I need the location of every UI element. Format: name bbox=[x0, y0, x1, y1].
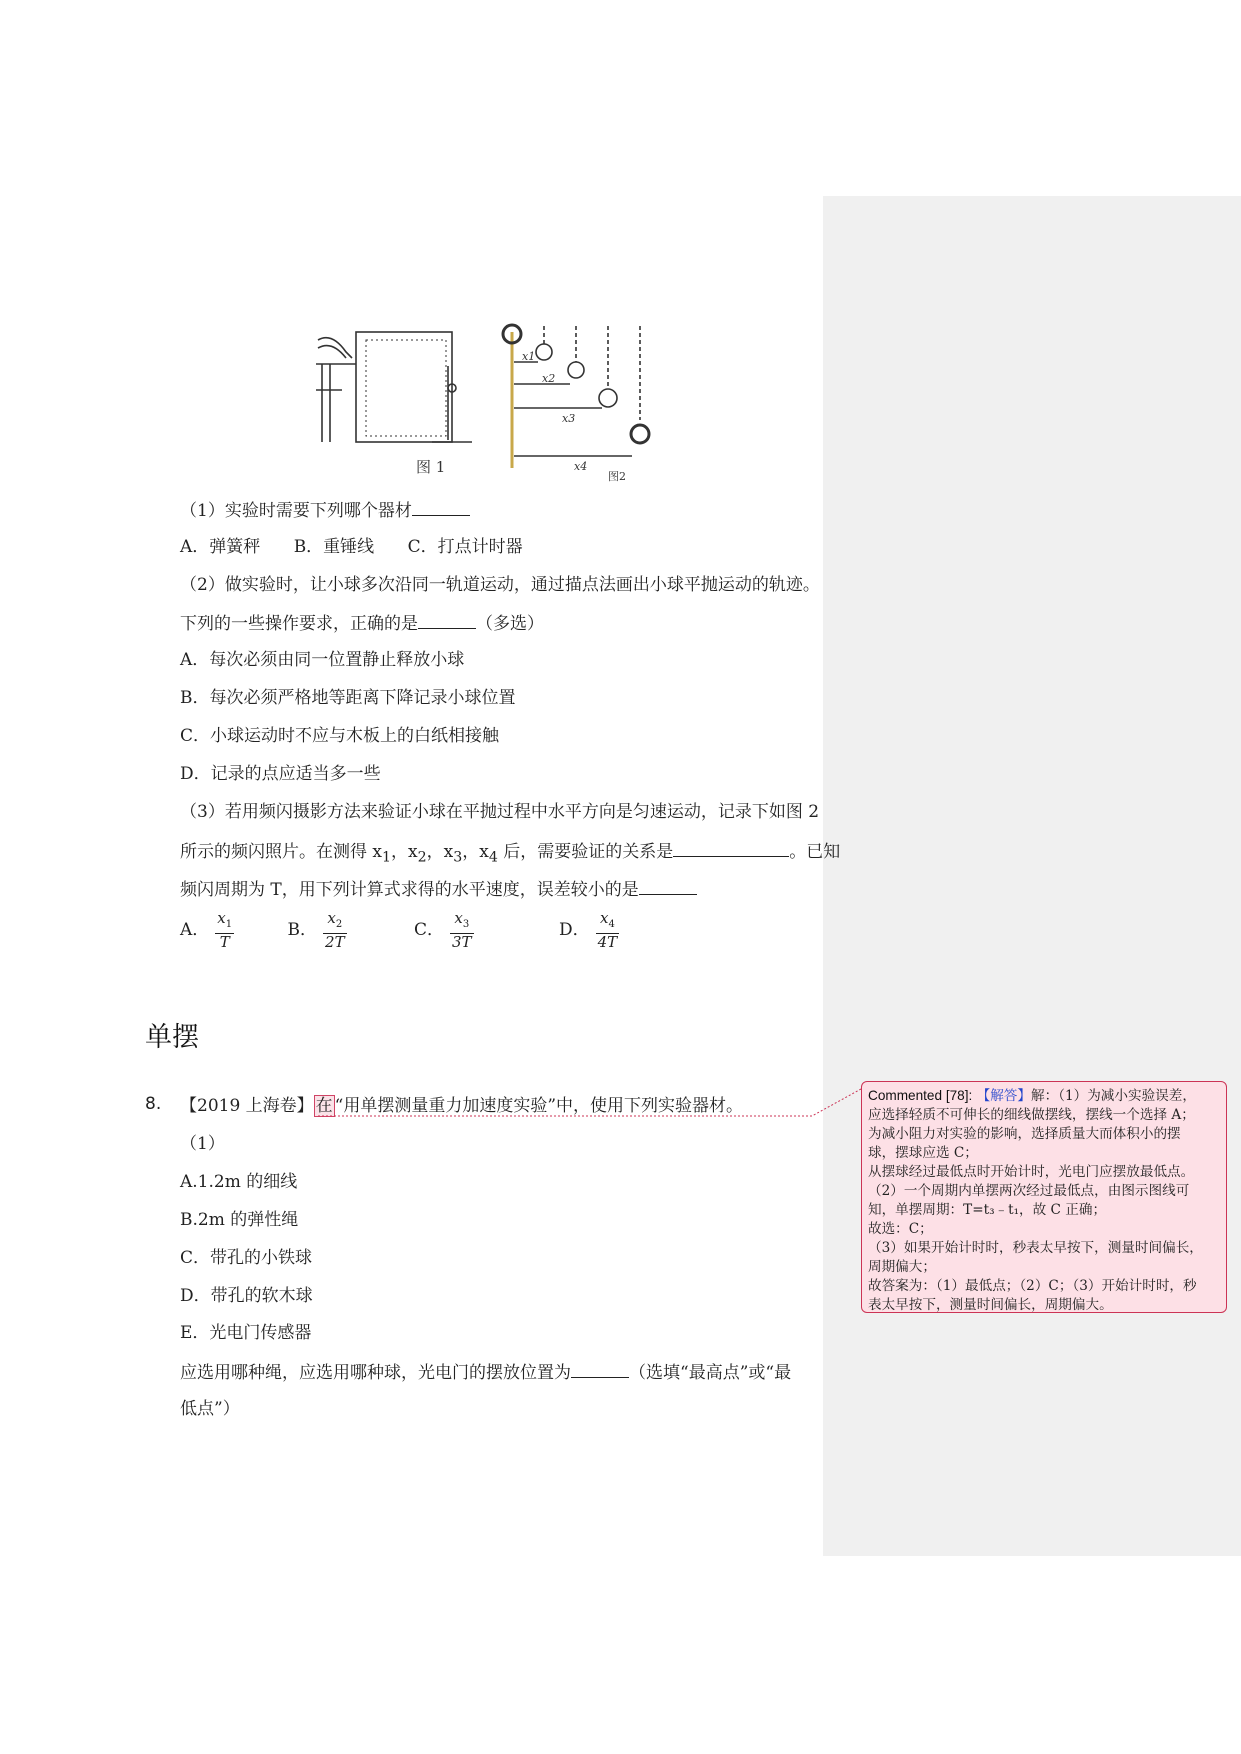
option-c: C． $\frac{x_3}{3T}$ bbox=[414, 909, 472, 951]
q-part3-line2: 所示的频闪照片。在测得 $x_1$，$x_2$，$x_3$，$x_4$ 后，需要验证的关系是 。已知 bbox=[180, 838, 840, 869]
q-part3-line3: 频闪周期为 T，用下列计算式求得的水平速度，误差较小的是 bbox=[180, 876, 697, 902]
x4-label: x4 bbox=[574, 460, 588, 473]
q8-source: 【2019 上海卷】 bbox=[180, 1096, 314, 1116]
option-c: C．打点计时器 bbox=[407, 537, 523, 557]
q-part2-line1: （2）做实验时，让小球多次沿同一轨道运动，通过描点法画出小球平抛运动的轨迹。 bbox=[180, 575, 820, 595]
comment-line: 表太早按下，测量时间偏长，周期偏大。 bbox=[868, 1297, 1113, 1313]
q-part1-prompt: （1）实验时需要下列哪个器材 bbox=[180, 497, 470, 523]
comment-line: （2）一个周期内单摆两次经过最低点，由图示图线可 bbox=[868, 1183, 1190, 1199]
q-part3-line1: （3）若用频闪摄影方法来验证小球在平抛过程中水平方向是匀速运动，记录下如图 2 bbox=[180, 802, 820, 822]
option-a: A．弹簧秤 bbox=[180, 537, 261, 557]
q8-item-c: C．带孔的小铁球 bbox=[180, 1248, 313, 1268]
q-part2-option-a: A．每次必须由同一位置静止释放小球 bbox=[180, 650, 465, 670]
comment-line: 故答案为：（1）最低点；（2）C；（3）开始计时时，秒 bbox=[868, 1278, 1197, 1294]
q8-item-e: E．光电门传感器 bbox=[180, 1323, 312, 1343]
x2-label: x2 bbox=[542, 372, 556, 385]
option-b: B．重锤线 bbox=[293, 537, 375, 557]
comment-line: 知，单摆周期：T=t₃﹣t₁，故 C 正确； bbox=[868, 1202, 1107, 1218]
question-number: 8. bbox=[145, 1094, 162, 1114]
q8-item-a: A.1.2m 的细线 bbox=[180, 1172, 298, 1192]
figure-1-label: 图 1 bbox=[416, 458, 446, 476]
comment-line: 应选择轻质不可伸长的细线做摆线，摆线一个选择 A； bbox=[868, 1107, 1195, 1123]
q-part2-option-b: B．每次必须严格地等距离下降记录小球位置 bbox=[180, 688, 516, 708]
option-d: D． $\frac{x_4}{4T}$ bbox=[558, 909, 618, 951]
q8-ask: 应选用哪种绳，应选用哪种球，光电门的摆放位置为 （选填“最高点”或“最 bbox=[180, 1359, 791, 1385]
comment-tag: 【解答】 bbox=[976, 1088, 1031, 1104]
comment-balloon[interactable]: Commented [78]: 【解答】解：（1）为减小实验误差， 应选择轻质不可伸长的细线做摆线，摆线一个选择 A； 为减小阻力对实验的影响，选择质量大而体积小的摆 球，摆球应选 C； 从摆球经过最低点时开始计时，光电门应摆放最低点。 （2）一个周期内单摆两次经过最低点，由图示图线可 知，单摆周期：T=t₃﹣t₁，故 C 正确； 故选：C； （3）如果开始计时时，秒表太早按下，测量时间偏长， 周期偏大； 故答案为：（1）最低点；（2）C；（3）开始计时时，秒 表太早按下，测量时间偏长，周期偏大。 bbox=[861, 1081, 1227, 1313]
comment-line: 故选：C； bbox=[868, 1221, 933, 1237]
q8-ask-line2: 低点”） bbox=[180, 1399, 240, 1419]
q8-stem: 【2019 上海卷】 在 “用单摆测量重力加速度实验”中，使用下列实验器材。 bbox=[180, 1096, 744, 1116]
q-part2-option-d: D．记录的点应适当多一些 bbox=[180, 764, 381, 784]
q-part2-option-c: C．小球运动时不应与木板上的白纸相接触 bbox=[180, 726, 500, 746]
comment-anchor[interactable]: 在 bbox=[315, 1096, 333, 1116]
option-b: B． $\frac{x_2}{2T}$ bbox=[287, 909, 345, 951]
comment-author: Commented [78]: bbox=[868, 1088, 973, 1103]
comment-line: 为减小阻力对实验的影响，选择质量大而体积小的摆 bbox=[868, 1126, 1181, 1142]
q8-sub1: （1） bbox=[180, 1134, 225, 1154]
x1-label: x1 bbox=[522, 350, 536, 363]
q-part2-line2: 下列的一些操作要求，正确的是 （多选） bbox=[180, 610, 544, 636]
figure-2-label: 图2 bbox=[608, 470, 626, 482]
comment-line: 从摆球经过最低点时开始计时，光电门应摆放最低点。 bbox=[868, 1164, 1195, 1180]
comment-line: 周期偏大； bbox=[868, 1259, 936, 1275]
comment-line: （3）如果开始计时时，秒表太早按下，测量时间偏长， bbox=[868, 1240, 1203, 1256]
q8-item-b: B.2m 的弹性绳 bbox=[180, 1210, 299, 1230]
x3-label: x3 bbox=[562, 412, 576, 425]
q8-item-d: D．带孔的软木球 bbox=[180, 1286, 313, 1306]
section-heading: 单摆 bbox=[145, 1022, 199, 1053]
comment-line: 球，摆球应选 C； bbox=[868, 1145, 978, 1161]
option-a: A． $\frac{x_1}{T}$ bbox=[180, 909, 233, 951]
